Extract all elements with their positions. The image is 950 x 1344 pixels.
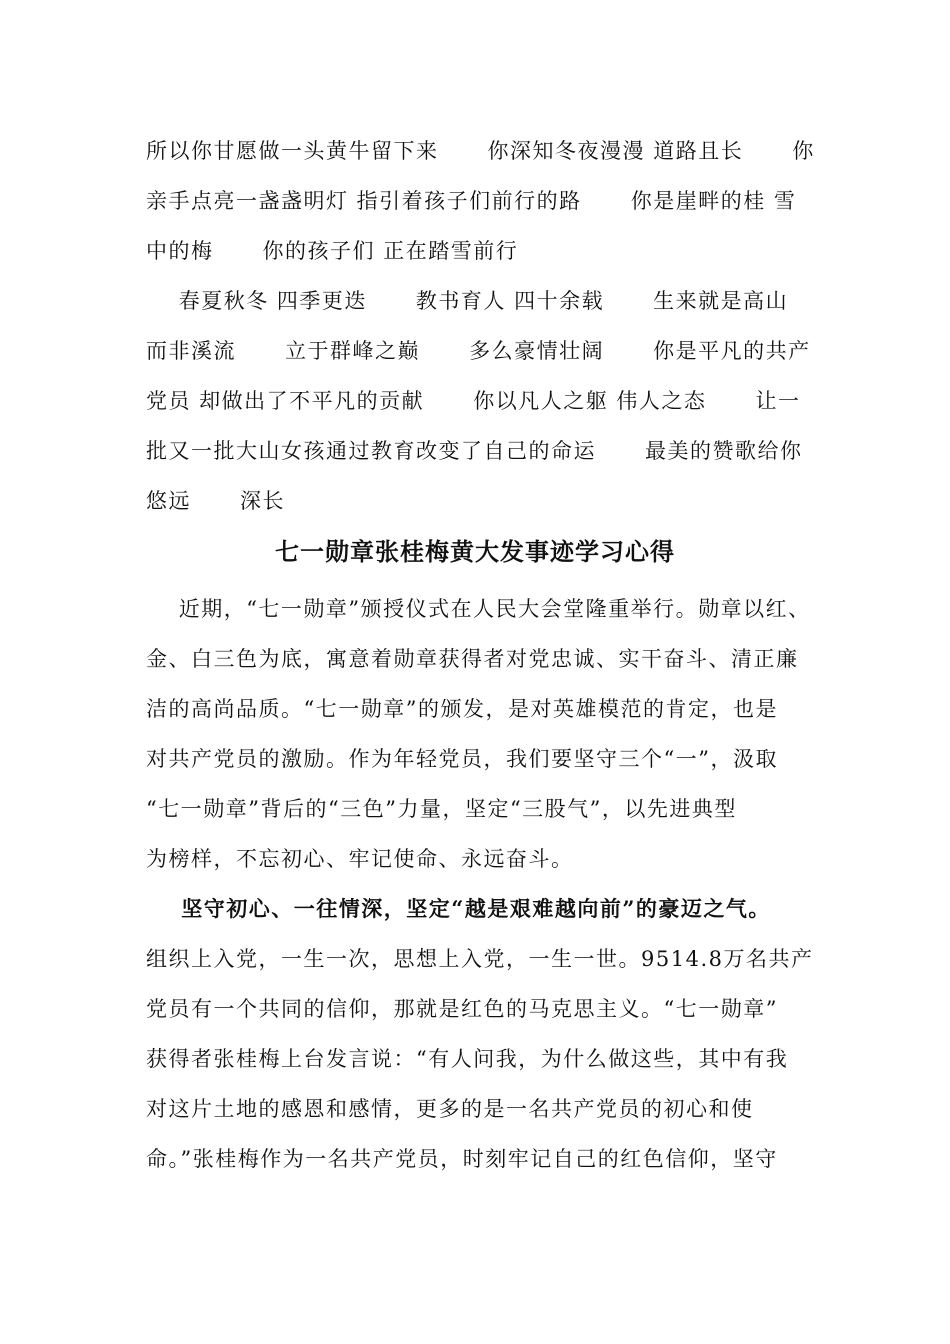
poem-line: 批又一批大山女孩通过教育改变了自己的命运 最美的赞歌给你 [146, 439, 803, 463]
article-title: 七一勋章张桂梅黄大发事迹学习心得 [275, 537, 675, 566]
poem-line: 中的梅 你的孩子们 正在踏雪前行 [146, 239, 519, 263]
paragraph-line: 对共产党员的激励。作为年轻党员，我们要坚守三个“一”，汲取 [146, 747, 778, 771]
poem-line: 所以你甘愿做一头黄牛留下来 你深知冬夜漫漫 道路且长 你 [146, 139, 815, 163]
paragraph-line: “七一勋章”背后的“三色”力量，坚定“三股气”，以先进典型 [146, 797, 737, 821]
poem-line: 而非溪流 立于群峰之巅 多么豪情壮阔 你是平凡的共产 [146, 339, 811, 363]
paragraph-line: 命。”张桂梅作为一名共产党员，时刻牢记自己的红色信仰，坚守 [146, 1147, 778, 1171]
poem-line: 党员 却做出了不平凡的贡献 你以凡人之躯 伟人之态 让一 [146, 389, 801, 413]
poem-line: 春夏秋冬 四季更迭 教书育人 四十余载 生来就是高山 [146, 289, 789, 313]
poem-line: 悠远 深长 [146, 489, 286, 513]
paragraph-line: 近期，“七一勋章”颁授仪式在人民大会堂隆重举行。勋章以红、 [146, 597, 811, 621]
paragraph-line: 洁的高尚品质。“七一勋章”的颁发，是对英雄模范的肯定，也是 [146, 697, 778, 721]
paragraph-line: 党员有一个共同的信仰，那就是红色的马克思主义。“七一勋章” [146, 997, 778, 1021]
poem-line: 亲手点亮一盏盏明灯 指引着孩子们前行的路 你是崖畔的桂 雪 [146, 189, 797, 213]
section-heading: 坚守初心、一往情深，坚定“越是艰难越向前”的豪迈之气。 [146, 896, 771, 921]
paragraph-line: 金、白三色为底，寓意着勋章获得者对党忠诚、实干奋斗、清正廉 [146, 647, 799, 671]
paragraph-line: 组织上入党，一生一次，思想上入党，一生一世。9514.8万名共产 [146, 947, 814, 971]
paragraph-line: 对这片土地的感恩和感情，更多的是一名共产党员的初心和使 [146, 1097, 754, 1121]
paragraph-line: 为榜样，不忘初心、牢记使命、永远奋斗。 [146, 847, 574, 871]
paragraph-line: 获得者张桂梅上台发言说：“有人问我，为什么做这些，其中有我 [146, 1047, 789, 1071]
